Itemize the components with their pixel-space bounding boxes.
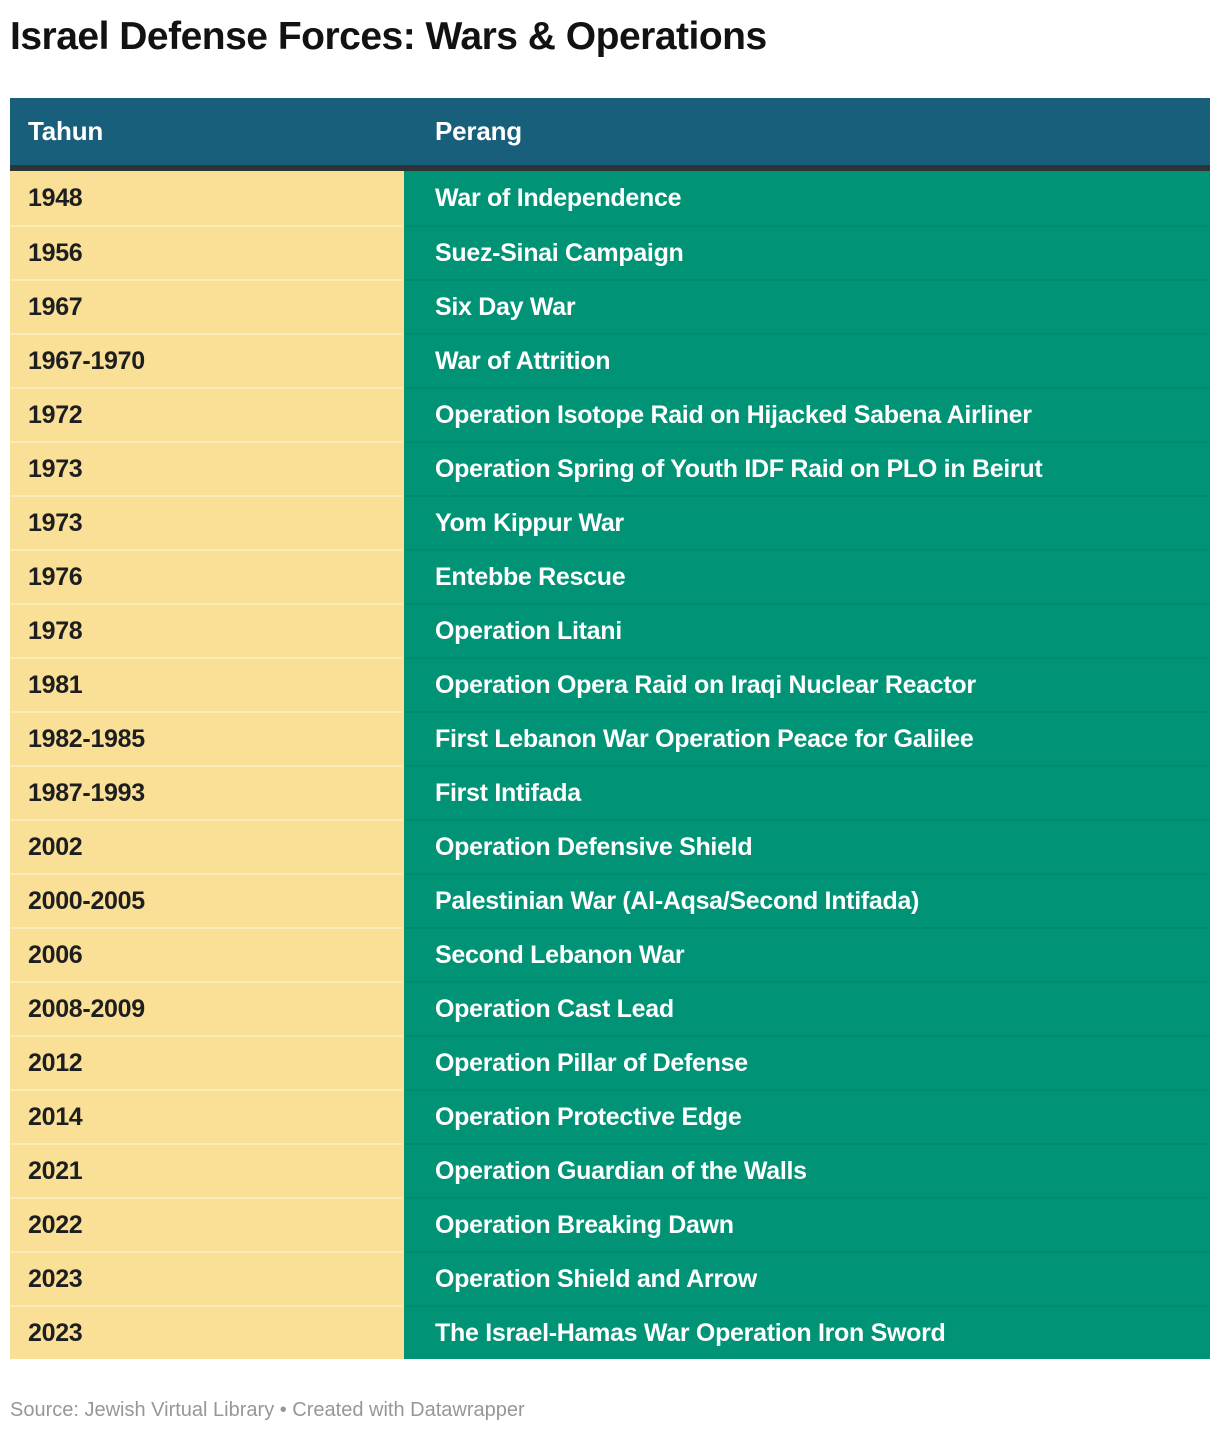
table-row — [10, 549, 1210, 603]
wars-operations-table — [10, 98, 1210, 1359]
war-cell: Operation Defensive Shield — [404, 819, 1210, 873]
table-row — [10, 819, 1210, 873]
war-cell: Six Day War — [404, 279, 1210, 333]
war-cell: Entebbe Rescue — [404, 549, 1210, 603]
table-row — [10, 981, 1210, 1035]
war-cell: Operation Pillar of Defense — [404, 1035, 1210, 1089]
year-cell: 2023 — [10, 1251, 404, 1305]
war-cell: Suez-Sinai Campaign — [404, 225, 1210, 279]
table-row — [10, 333, 1210, 387]
column-header-tahun: Tahun — [28, 116, 104, 146]
war-cell: Operation Opera Raid on Iraqi Nuclear Reactor — [404, 657, 1210, 711]
table-row — [10, 1197, 1210, 1251]
war-cell: Operation Breaking Dawn — [404, 1197, 1210, 1251]
year-cell: 1973 — [10, 495, 404, 549]
war-cell: Operation Litani — [404, 603, 1210, 657]
source-attribution: Source: Jewish Virtual Library • Created with Datawrapper — [10, 1399, 525, 1421]
table-row — [10, 1143, 1210, 1197]
war-cell: Operation Spring of Youth IDF Raid on PLO in Beirut — [404, 441, 1210, 495]
year-cell: 2006 — [10, 927, 404, 981]
table-row — [10, 873, 1210, 927]
war-cell: Operation Cast Lead — [404, 981, 1210, 1035]
war-cell: The Israel-Hamas War Operation Iron Sword — [404, 1305, 1210, 1359]
table-row — [10, 171, 1210, 225]
war-cell: Operation Isotope Raid on Hijacked Sabena Airliner — [404, 387, 1210, 441]
table-row — [10, 225, 1210, 279]
year-cell: 1972 — [10, 387, 404, 441]
year-cell: 1976 — [10, 549, 404, 603]
year-cell: 2014 — [10, 1089, 404, 1143]
war-cell: Palestinian War (Al-Aqsa/Second Intifada) — [404, 873, 1210, 927]
war-cell: Operation Shield and Arrow — [404, 1251, 1210, 1305]
war-cell: First Lebanon War Operation Peace for Galilee — [404, 711, 1210, 765]
year-cell: 1967 — [10, 279, 404, 333]
year-cell: 2022 — [10, 1197, 404, 1251]
war-cell: Second Lebanon War — [404, 927, 1210, 981]
war-cell: War of Independence — [404, 171, 1210, 225]
year-cell: 1982-1985 — [10, 711, 404, 765]
year-cell: 1948 — [10, 171, 404, 225]
war-cell: War of Attrition — [404, 333, 1210, 387]
table-row — [10, 603, 1210, 657]
table-row — [10, 1035, 1210, 1089]
year-cell: 2023 — [10, 1305, 404, 1359]
year-cell: 1978 — [10, 603, 404, 657]
table-row — [10, 1305, 1210, 1359]
year-cell: 1987-1993 — [10, 765, 404, 819]
page-title: Israel Defense Forces: Wars & Operations — [10, 15, 767, 58]
table-header-row — [10, 98, 1210, 171]
year-cell: 1973 — [10, 441, 404, 495]
year-cell: 2002 — [10, 819, 404, 873]
war-cell: Operation Protective Edge — [404, 1089, 1210, 1143]
column-header-perang: Perang — [435, 116, 522, 146]
table-body — [10, 171, 1210, 1359]
table-row — [10, 1251, 1210, 1305]
table-row — [10, 927, 1210, 981]
table-row — [10, 1089, 1210, 1143]
year-cell: 1981 — [10, 657, 404, 711]
table-row — [10, 495, 1210, 549]
year-cell: 1956 — [10, 225, 404, 279]
table-row — [10, 441, 1210, 495]
war-cell: First Intifada — [404, 765, 1210, 819]
year-cell: 2008-2009 — [10, 981, 404, 1035]
table-row — [10, 387, 1210, 441]
year-cell: 2021 — [10, 1143, 404, 1197]
war-cell: Operation Guardian of the Walls — [404, 1143, 1210, 1197]
table-row — [10, 657, 1210, 711]
year-cell: 2000-2005 — [10, 873, 404, 927]
table-row — [10, 279, 1210, 333]
table-row — [10, 765, 1210, 819]
war-cell: Yom Kippur War — [404, 495, 1210, 549]
table-row — [10, 711, 1210, 765]
year-cell: 1967-1970 — [10, 333, 404, 387]
year-cell: 2012 — [10, 1035, 404, 1089]
